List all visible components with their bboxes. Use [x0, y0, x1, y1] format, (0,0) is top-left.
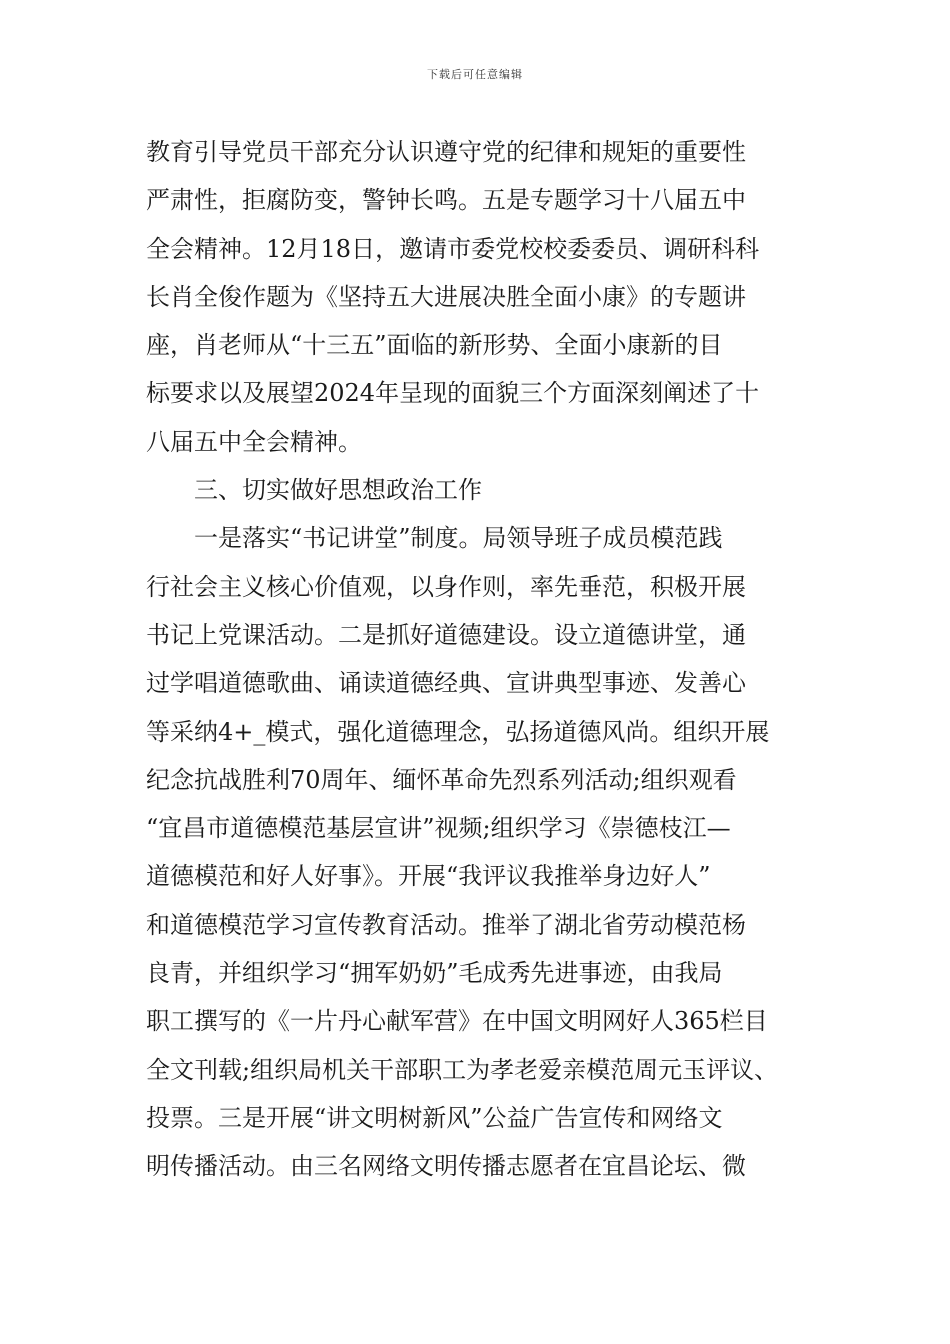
text-line: 教育引导党员干部充分认识遵守党的纪律和规矩的重要性 — [146, 138, 746, 166]
section-heading: 三、切实做好思想政治工作 — [194, 476, 482, 505]
text-line: 长肖全俊作题为《坚持五大进展决胜全面小康》的专题讲 — [146, 282, 746, 311]
page-header-note: 下载后可任意编辑 — [427, 68, 523, 81]
text-line: 纪念抗战胜利70周年、缅怀革命先烈系列活动;组织观看 — [146, 765, 737, 794]
text-line: 投票。三是开展“讲文明树新风”公益广告宣传和网络文 — [146, 1103, 723, 1132]
text-line: 全文刊载;组织局机关干部职工为孝老爱亲模范周元玉评议、 — [146, 1055, 779, 1084]
text-line: 明传播活动。由三名网络文明传播志愿者在宜昌论坛、微 — [146, 1152, 746, 1181]
text-line: 道德模范和好人好事》。开展“我评议我推举身边好人” — [146, 862, 711, 891]
text-line: 等采纳4+_模式，强化道德理念，弘扬道德风尚。组织开展 — [146, 717, 770, 746]
text-line: 和道德模范学习宣传教育活动。推举了湖北省劳动模范杨 — [146, 910, 746, 939]
text-line: 良青，并组织学习“拥军奶奶”毛成秀先进事迹，由我局 — [146, 959, 723, 988]
text-line: 八届五中全会精神。 — [146, 427, 362, 456]
text-line: 严肃性，拒腐防变，警钟长鸣。五是专题学习十八届五中 — [146, 186, 746, 215]
paragraph-first-line: 一是落实“书记讲堂”制度。局领导班子成员模范践 — [194, 524, 723, 553]
text-line: 全会精神。12月18日，邀请市委党校校委委员、调研科科 — [146, 234, 760, 263]
text-line: 座，肖老师从“十三五”面临的新形势、全面小康新的目 — [146, 331, 723, 360]
text-line: 过学唱道德歌曲、诵读道德经典、宣讲典型事迹、发善心 — [146, 669, 746, 698]
text-line: 书记上党课活动。二是抓好道德建设。设立道德讲堂，通 — [146, 620, 746, 649]
document-body — [146, 128, 812, 1191]
text-line: 行社会主义核心价值观，以身作则，率先垂范，积极开展 — [146, 572, 746, 601]
text-line: 职工撰写的《一片丹心献军营》在中国文明网好人365栏目 — [146, 1007, 768, 1036]
text-line: “宜昌市道德模范基层宣讲”视频;组织学习《崇德枝江— — [146, 814, 731, 843]
text-line: 标要求以及展望2024年呈现的面貌三个方面深刻阐述了十 — [146, 379, 760, 408]
